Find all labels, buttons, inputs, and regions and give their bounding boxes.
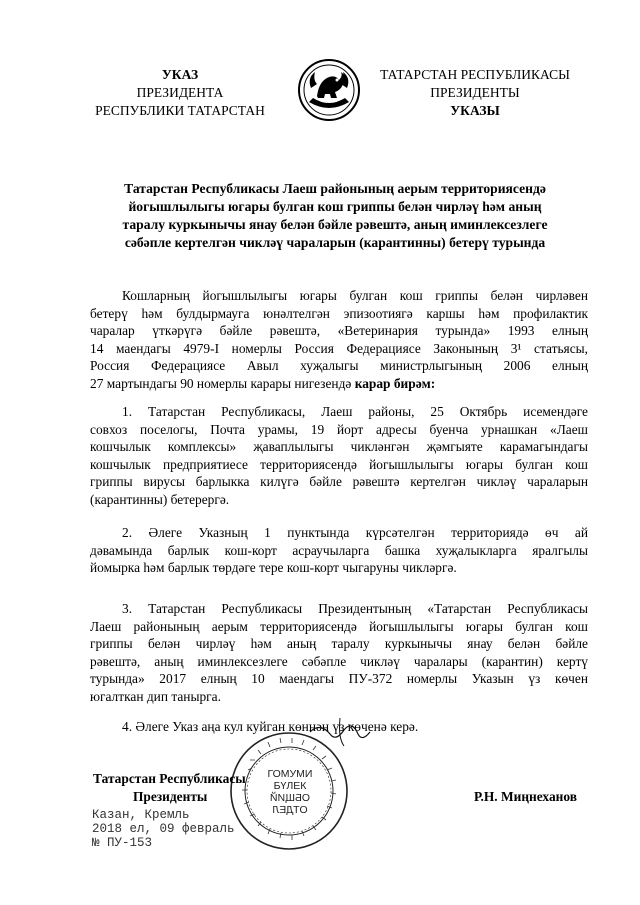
header-right-line-2: ПРЕЗИДЕНТЫ: [430, 85, 520, 100]
signature-title-line-2: Президенты: [133, 789, 208, 804]
header-left-line-1: УКАЗ: [161, 67, 199, 82]
text-line: совхоз поселогы, Почта урамы, 19 йорт адресы буенча урнашкан «Лаеш: [90, 421, 588, 437]
stamp-line: ОБЩИЙ: [270, 792, 310, 804]
text-line: 14 маендагы 4979-I номерлы Россия Федерациясе Законының 3¹ статьясы,: [90, 340, 588, 356]
decree-phrase: карар бирәм:: [354, 375, 436, 391]
text-line: турында» 2017 елның 10 маендагы ПУ-372 номерлы Указын үз көчен: [90, 671, 588, 687]
text-line: бетерү һәм булдырмауга юнәлтелгән эпизоотиягә каршы һәм профилактик: [90, 305, 588, 321]
text-line: Кошларның йогышлылыгы югары булган кош гриппы белән чирләвен: [122, 288, 588, 303]
header-left: [80, 66, 280, 120]
header-left-line-3: РЕСПУБЛИКИ ТАТАРСТАН: [95, 103, 265, 118]
text-line: 3. Татарстан Республикасы Президентының «Татарстан Республикасы: [122, 601, 588, 616]
signature-title: [93, 770, 246, 806]
text-line: 4. Әлеге Указ аңа кул куйган көннән үз көченә керә.: [122, 719, 419, 734]
title-line: йогышлылыгы югары булган кош гриппы белән чирләү һәм аның: [128, 199, 542, 214]
header-right: [360, 66, 590, 120]
text-line: Лаеш районының аерым территориясендә йогышлылыгы югары булган кош: [90, 618, 588, 634]
decree-number: № ПУ-153: [92, 836, 153, 850]
text-line: кошчылык комплексы» җаваплылыгы чикләнгән җәмгыяте карамагындагы: [90, 439, 588, 455]
decree-title: [95, 180, 575, 252]
item-3-paragraph: [90, 600, 588, 706]
item-1-paragraph: [90, 403, 588, 509]
text-line: рәвештә, аның иминлексезлеге сәбәпле чикләү чаралары (карантин) кертү: [90, 653, 588, 669]
header-right-line-1: ТАТАРСТАН РЕСПУБЛИКАСЫ: [380, 67, 570, 82]
stamp-text: [260, 768, 320, 816]
header-left-line-2: ПРЕЗИДЕНТА: [136, 85, 224, 100]
title-line: Татарстан Республикасы Лаеш районының аерым территориясендә: [124, 181, 546, 196]
stamp-line: БҮЛЕК: [273, 780, 307, 792]
title-line: сәбәпле кертелгән чикләү чараларын (карантинны) бетерү турында: [124, 235, 546, 250]
coat-of-arms-emblem: [297, 58, 361, 122]
issue-date: 2018 ел, 09 февраль: [92, 822, 235, 836]
text-line: (карантинны) бетерергә.: [90, 491, 230, 507]
text-line-final: 27 мартындагы 90 номерлы карары нигезендә карар бирәм:: [90, 375, 436, 391]
text-line: йомырка һәм барлык төрдәге тере кош-корт чыгаруны чикләргә.: [90, 560, 457, 576]
text-line: кошчылык предприятиесе территориясендә йогышлылыгы югары булган кош: [90, 456, 588, 472]
text-line: гриппы вирусы барлыкка килүгә бәйле рәвештә кертелгән чикләү чараларын: [90, 474, 588, 490]
stamp-line: ОТДЕЛ: [272, 804, 308, 816]
text-line: 2. Әлеге Указның 1 пунктында күрсәтелгән территориядә өч ай: [122, 525, 588, 540]
handwritten-mark: [300, 712, 380, 752]
text-line: чаралар үткәрүгә бәйле рәвештә, «Ветеринария турында» 1993 елның: [90, 323, 588, 339]
text-line: югалткан дип танырга.: [90, 688, 221, 704]
title-line: таралу куркынычы янау белән бәйле рәвештә, аның иминлексезлеге: [122, 217, 548, 232]
text-line: гриппы белән чирләү һәм аның таралу куркынычы янау белән бәйле: [90, 636, 588, 652]
signature-title-line-1: Татарстан Республикасы: [93, 771, 246, 786]
text-line: Россия Федерациясе Авыл хуҗалыгы министрлыгының 2006 елның: [90, 358, 588, 374]
preamble-paragraph: [90, 287, 588, 393]
header-right-line-3: УКАЗЫ: [450, 103, 500, 118]
text-line: дәвамында барлык кош-корт асраучыларга башка хуҗалыкларга яралгылы: [90, 542, 588, 558]
stamp-line: ГОМУМИ: [267, 768, 313, 780]
item-2-paragraph: [90, 524, 588, 577]
text-line: 1. Татарстан Республикасы, Лаеш районы, 25 Октябрь исемендәге: [122, 404, 588, 419]
issue-place: Казан, Кремль: [92, 808, 190, 822]
signatory-name: Р.Н. Миңнеханов: [474, 789, 577, 804]
